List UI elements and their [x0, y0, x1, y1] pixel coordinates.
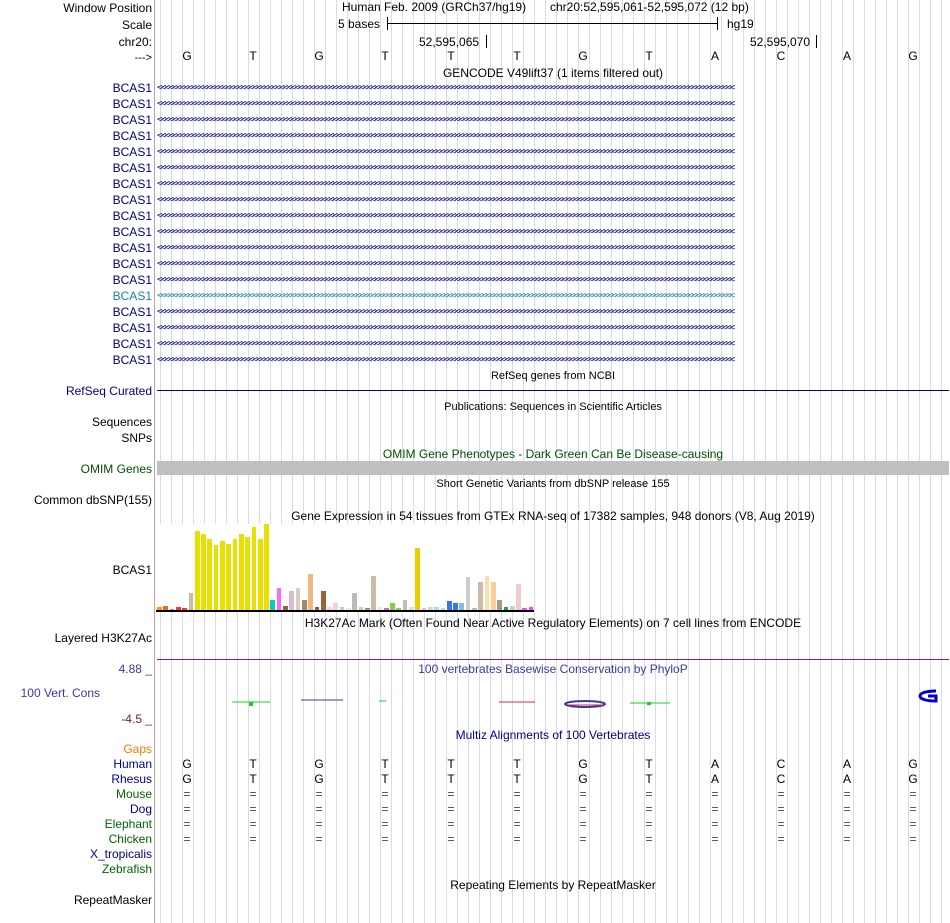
gencode-gene-model[interactable]: <<<<<<<<<<<<<<<<<<<<<<<<<<<<<<<<<<<<<<<<<<<<<<<<<<<<<<<<<<<<<<<<<<<<<<<<<<<<<<<<<<<<<<<<<<<<<<<<<<<<<<<<<<<<<<<<<<<<<<<<<<<<<<<<<<<<<<<<<<<<<<<<<<<<<<<: [157, 259, 734, 269]
alignment-base: =: [777, 802, 785, 816]
gencode-gene-model[interactable]: <<<<<<<<<<<<<<<<<<<<<<<<<<<<<<<<<<<<<<<<<<<<<<<<<<<<<<<<<<<<<<<<<<<<<<<<<<<<<<<<<<<<<<<<<<<<<<<<<<<<<<<<<<<<<<<<<<<<<<<<<<<<<<<<<<<<<<<<<<<<<<<<<<<<<<<: [157, 275, 734, 285]
gtex-tissue-bar[interactable]: [226, 544, 231, 610]
base: T: [381, 49, 389, 63]
gencode-gene-label[interactable]: BCAS1: [112, 337, 152, 351]
alignment-base: =: [909, 787, 917, 801]
gencode-gene-model[interactable]: <<<<<<<<<<<<<<<<<<<<<<<<<<<<<<<<<<<<<<<<<<<<<<<<<<<<<<<<<<<<<<<<<<<<<<<<<<<<<<<<<<<<<<<<<<<<<<<<<<<<<<<<<<<<<<<<<<<<<<<<<<<<<<<<<<<<<<<<<<<<<<<<<<<<<<<: [157, 83, 734, 93]
gencode-gene-model[interactable]: <<<<<<<<<<<<<<<<<<<<<<<<<<<<<<<<<<<<<<<<<<<<<<<<<<<<<<<<<<<<<<<<<<<<<<<<<<<<<<<<<<<<<<<<<<<<<<<<<<<<<<<<<<<<<<<<<<<<<<<<<<<<<<<<<<<<<<<<<<<<<<<<<<<<<<<: [157, 131, 734, 141]
h3k27ac-signal-line: [157, 659, 949, 660]
base: G: [182, 49, 192, 63]
base: A: [710, 49, 719, 63]
alignment-base: =: [579, 787, 587, 801]
alignment-base: =: [315, 802, 323, 816]
gencode-gene-label[interactable]: BCAS1: [112, 129, 152, 143]
gtex-tissue-bar[interactable]: [485, 576, 490, 610]
alignment-base: =: [315, 787, 323, 801]
gtex-tissue-bar[interactable]: [264, 524, 269, 610]
alignment-base: =: [183, 832, 191, 846]
base: T: [249, 49, 257, 63]
gencode-gene-label[interactable]: BCAS1: [112, 177, 152, 191]
base: C: [776, 49, 786, 63]
label-divider: [154, 0, 155, 923]
alignment-base: =: [843, 802, 851, 816]
gencode-gene-label[interactable]: BCAS1: [112, 225, 152, 239]
gtex-tissue-bar[interactable]: [201, 534, 206, 610]
gtex-tissue-bar[interactable]: [296, 588, 301, 610]
gtex-tissue-bar[interactable]: [239, 534, 244, 610]
gencode-gene-model[interactable]: <<<<<<<<<<<<<<<<<<<<<<<<<<<<<<<<<<<<<<<<<<<<<<<<<<<<<<<<<<<<<<<<<<<<<<<<<<<<<<<<<<<<<<<<<<<<<<<<<<<<<<<<<<<<<<<<<<<<<<<<<<<<<<<<<<<<<<<<<<<<<<<<<<<<<<<: [157, 291, 734, 301]
alignment-base: A: [842, 757, 851, 771]
species-label[interactable]: Dog: [129, 802, 152, 816]
base: T: [513, 49, 521, 63]
gtex-tissue-bar[interactable]: [333, 603, 338, 610]
coord-tick-1: [486, 35, 487, 48]
conservation-max: 4.88 _: [118, 662, 152, 676]
gtex-tissue-bar[interactable]: [252, 527, 257, 610]
alignment-base: G: [182, 757, 192, 771]
gencode-gene-label[interactable]: BCAS1: [112, 209, 152, 223]
alignment-base: A: [842, 772, 851, 786]
alignment-base: =: [777, 787, 785, 801]
base: A: [842, 49, 851, 63]
conservation-min: -4.5 _: [121, 712, 152, 726]
alignment-base: =: [645, 802, 653, 816]
alignment-base: =: [579, 802, 587, 816]
alignment-base: =: [183, 817, 191, 831]
alignment-base: =: [645, 832, 653, 846]
alignment-base: =: [579, 817, 587, 831]
gencode-gene-label[interactable]: BCAS1: [112, 321, 152, 335]
base: G: [908, 49, 918, 63]
species-label[interactable]: Zebrafish: [101, 862, 152, 876]
alignment-base: =: [711, 817, 719, 831]
gtex-baseline: [156, 610, 534, 612]
base: T: [645, 49, 653, 63]
scale-text: 5 bases: [338, 17, 381, 31]
gencode-gene-label[interactable]: BCAS1: [112, 113, 152, 127]
refseq-title[interactable]: RefSeq genes from NCBI: [490, 370, 616, 382]
alignment-base: G: [578, 772, 588, 786]
alignment-base: =: [777, 817, 785, 831]
alignment-base: =: [909, 802, 917, 816]
conservation-title[interactable]: 100 vertebrates Basewise Conservation by PhyloP: [418, 662, 688, 676]
gencode-gene-label[interactable]: BCAS1: [112, 257, 152, 271]
gencode-gene-label[interactable]: BCAS1: [112, 289, 152, 303]
alignment-base: =: [843, 832, 851, 846]
alignment-base: =: [249, 787, 257, 801]
base: T: [447, 49, 455, 63]
gtex-tissue-bar[interactable]: [497, 600, 502, 610]
gencode-gene-model[interactable]: <<<<<<<<<<<<<<<<<<<<<<<<<<<<<<<<<<<<<<<<<<<<<<<<<<<<<<<<<<<<<<<<<<<<<<<<<<<<<<<<<<<<<<<<<<<<<<<<<<<<<<<<<<<<<<<<<<<<<<<<<<<<<<<<<<<<<<<<<<<<<<<<<<<<<<<: [157, 307, 734, 317]
alignment-base: A: [710, 772, 719, 786]
publications-sequences-label[interactable]: Sequences: [91, 415, 152, 429]
omim-label[interactable]: OMIM Genes: [80, 462, 152, 476]
dbsnp-title[interactable]: Short Genetic Variants from dbSNP release 155: [436, 478, 670, 490]
gtex-tissue-bar[interactable]: [214, 545, 219, 610]
alignment-base: =: [381, 802, 389, 816]
alignment-base: =: [843, 787, 851, 801]
alignment-base: T: [513, 757, 521, 771]
scale-bar-right-tick: [717, 17, 718, 30]
gtex-title[interactable]: Gene Expression in 54 tissues from GTEx RNA-seq of 17382 samples, 948 donors (V8, Aug 2019): [291, 509, 815, 523]
alignment-base: T: [645, 772, 653, 786]
gtex-label[interactable]: BCAS1: [112, 563, 152, 577]
gencode-gene-model[interactable]: <<<<<<<<<<<<<<<<<<<<<<<<<<<<<<<<<<<<<<<<<<<<<<<<<<<<<<<<<<<<<<<<<<<<<<<<<<<<<<<<<<<<<<<<<<<<<<<<<<<<<<<<<<<<<<<<<<<<<<<<<<<<<<<<<<<<<<<<<<<<<<<<<<<<<<<: [157, 115, 734, 125]
alignment-base: =: [909, 832, 917, 846]
gtex-bar-chart[interactable]: [156, 524, 534, 610]
conservation-glyphs: [156, 684, 950, 714]
alignment-base: T: [447, 772, 455, 786]
alignment-base: =: [183, 802, 191, 816]
gtex-tissue-bar[interactable]: [415, 548, 420, 610]
repeatmasker-title[interactable]: Repeating Elements by RepeatMasker: [450, 878, 656, 892]
species-label[interactable]: Mouse: [115, 787, 152, 801]
gencode-gene-label[interactable]: BCAS1: [112, 81, 152, 95]
gtex-tissue-bar[interactable]: [491, 582, 496, 610]
h3k27ac-title[interactable]: H3K27Ac Mark (Often Found Near Active Regulatory Elements) on 7 cell lines from ENCODE: [304, 616, 802, 630]
alignment-base: =: [513, 832, 521, 846]
gencode-gene-label[interactable]: BCAS1: [112, 193, 152, 207]
gencode-gene-model[interactable]: <<<<<<<<<<<<<<<<<<<<<<<<<<<<<<<<<<<<<<<<<<<<<<<<<<<<<<<<<<<<<<<<<<<<<<<<<<<<<<<<<<<<<<<<<<<<<<<<<<<<<<<<<<<<<<<<<<<<<<<<<<<<<<<<<<<<<<<<<<<<<<<<<<<<<<<: [157, 243, 734, 253]
gtex-tissue-bar[interactable]: [352, 593, 357, 610]
alignment-base: =: [777, 832, 785, 846]
gtex-tissue-bar[interactable]: [270, 600, 275, 610]
gaps-label[interactable]: Gaps: [123, 742, 152, 756]
alignment-base: G: [908, 772, 918, 786]
base: G: [314, 49, 324, 63]
gtex-tissue-bar[interactable]: [390, 603, 395, 610]
gencode-gene-model[interactable]: <<<<<<<<<<<<<<<<<<<<<<<<<<<<<<<<<<<<<<<<<<<<<<<<<<<<<<<<<<<<<<<<<<<<<<<<<<<<<<<<<<<<<<<<<<<<<<<<<<<<<<<<<<<<<<<<<<<<<<<<<<<<<<<<<<<<<<<<<<<<<<<<<<<<<<<: [157, 99, 734, 109]
gencode-gene-model[interactable]: <<<<<<<<<<<<<<<<<<<<<<<<<<<<<<<<<<<<<<<<<<<<<<<<<<<<<<<<<<<<<<<<<<<<<<<<<<<<<<<<<<<<<<<<<<<<<<<<<<<<<<<<<<<<<<<<<<<<<<<<<<<<<<<<<<<<<<<<<<<<<<<<<<<<<<<: [157, 195, 734, 205]
gtex-tissue-bar[interactable]: [195, 531, 200, 610]
gencode-gene-model[interactable]: <<<<<<<<<<<<<<<<<<<<<<<<<<<<<<<<<<<<<<<<<<<<<<<<<<<<<<<<<<<<<<<<<<<<<<<<<<<<<<<<<<<<<<<<<<<<<<<<<<<<<<<<<<<<<<<<<<<<<<<<<<<<<<<<<<<<<<<<<<<<<<<<<<<<<<<: [157, 147, 734, 157]
gtex-tissue-bar[interactable]: [308, 574, 313, 610]
alignment-base: =: [315, 817, 323, 831]
alignment-base: A: [710, 757, 719, 771]
species-label[interactable]: Rhesus: [111, 772, 152, 786]
gtex-tissue-bar[interactable]: [453, 603, 458, 610]
gtex-tissue-bar[interactable]: [478, 582, 483, 610]
gtex-tissue-bar[interactable]: [233, 539, 238, 610]
alignment-base: =: [315, 832, 323, 846]
gencode-gene-model[interactable]: <<<<<<<<<<<<<<<<<<<<<<<<<<<<<<<<<<<<<<<<<<<<<<<<<<<<<<<<<<<<<<<<<<<<<<<<<<<<<<<<<<<<<<<<<<<<<<<<<<<<<<<<<<<<<<<<<<<<<<<<<<<<<<<<<<<<<<<<<<<<<<<<<<<<<<<: [157, 355, 734, 365]
window-position: chr20:52,595,061-52,595,072 (12 bp): [550, 0, 749, 14]
conservation-label[interactable]: 100 Vert. Cons: [20, 686, 100, 700]
alignment-base: =: [381, 817, 389, 831]
alignment-base: =: [711, 832, 719, 846]
alignment-base: T: [381, 757, 389, 771]
alignment-base: =: [843, 817, 851, 831]
alignment-base: =: [711, 802, 719, 816]
alignment-base: =: [645, 787, 653, 801]
gtex-tissue-bar[interactable]: [516, 584, 521, 610]
alignment-base: =: [249, 832, 257, 846]
alignment-base: =: [447, 832, 455, 846]
coord-label-1: 52,595,065: [419, 35, 480, 49]
alignment-base: =: [579, 832, 587, 846]
gtex-tissue-bar[interactable]: [321, 591, 326, 610]
gtex-tissue-bar[interactable]: [207, 539, 212, 610]
scale-label: Scale: [121, 18, 152, 32]
strand-label: --->: [134, 52, 152, 64]
alignment-base: =: [513, 787, 521, 801]
gencode-gene-model[interactable]: <<<<<<<<<<<<<<<<<<<<<<<<<<<<<<<<<<<<<<<<<<<<<<<<<<<<<<<<<<<<<<<<<<<<<<<<<<<<<<<<<<<<<<<<<<<<<<<<<<<<<<<<<<<<<<<<<<<<<<<<<<<<<<<<<<<<<<<<<<<<<<<<<<<<<<<: [157, 179, 734, 189]
omim-feature[interactable]: [157, 461, 949, 475]
species-label[interactable]: X_tropicalis: [89, 847, 152, 861]
gtex-tissue-bar[interactable]: [466, 577, 471, 610]
alignment-base: =: [447, 787, 455, 801]
gtex-tissue-bar[interactable]: [245, 537, 250, 610]
gencode-gene-model[interactable]: <<<<<<<<<<<<<<<<<<<<<<<<<<<<<<<<<<<<<<<<<<<<<<<<<<<<<<<<<<<<<<<<<<<<<<<<<<<<<<<<<<<<<<<<<<<<<<<<<<<<<<<<<<<<<<<<<<<<<<<<<<<<<<<<<<<<<<<<<<<<<<<<<<<<<<<: [157, 339, 734, 349]
gtex-tissue-bar[interactable]: [403, 600, 408, 610]
gtex-tissue-bar[interactable]: [220, 541, 225, 610]
omim-title[interactable]: OMIM Gene Phenotypes - Dark Green Can Be Disease-causing: [382, 447, 724, 461]
alignment-base: T: [381, 772, 389, 786]
alignment-base: T: [249, 772, 257, 786]
alignment-base: =: [513, 802, 521, 816]
gtex-tissue-bar[interactable]: [289, 591, 294, 610]
refseq-label[interactable]: RefSeq Curated: [65, 384, 152, 398]
chrom-label: chr20:: [118, 35, 152, 49]
alignment-base: =: [249, 817, 257, 831]
publications-snps-label[interactable]: SNPs: [121, 431, 152, 445]
gencode-gene-label[interactable]: BCAS1: [112, 145, 152, 159]
h3k27ac-label[interactable]: Layered H3K27Ac: [54, 631, 152, 645]
scale-bar: [387, 23, 718, 24]
alignment-base: =: [711, 787, 719, 801]
alignment-base: =: [183, 787, 191, 801]
gencode-gene-label[interactable]: BCAS1: [112, 273, 152, 287]
gencode-gene-model[interactable]: <<<<<<<<<<<<<<<<<<<<<<<<<<<<<<<<<<<<<<<<<<<<<<<<<<<<<<<<<<<<<<<<<<<<<<<<<<<<<<<<<<<<<<<<<<<<<<<<<<<<<<<<<<<<<<<<<<<<<<<<<<<<<<<<<<<<<<<<<<<<<<<<<<<<<<<: [157, 323, 734, 333]
gtex-tissue-bar[interactable]: [459, 603, 464, 610]
multiz-title[interactable]: Multiz Alignments of 100 Vertebrates: [455, 728, 651, 742]
alignment-base: =: [447, 802, 455, 816]
gencode-gene-label[interactable]: BCAS1: [112, 353, 152, 367]
gtex-tissue-bar[interactable]: [371, 576, 376, 610]
alignment-base: =: [909, 817, 917, 831]
coord-tick-2: [816, 35, 817, 48]
gencode-gene-model[interactable]: <<<<<<<<<<<<<<<<<<<<<<<<<<<<<<<<<<<<<<<<<<<<<<<<<<<<<<<<<<<<<<<<<<<<<<<<<<<<<<<<<<<<<<<<<<<<<<<<<<<<<<<<<<<<<<<<<<<<<<<<<<<<<<<<<<<<<<<<<<<<<<<<<<<<<<<: [157, 227, 734, 237]
gencode-gene-model[interactable]: <<<<<<<<<<<<<<<<<<<<<<<<<<<<<<<<<<<<<<<<<<<<<<<<<<<<<<<<<<<<<<<<<<<<<<<<<<<<<<<<<<<<<<<<<<<<<<<<<<<<<<<<<<<<<<<<<<<<<<<<<<<<<<<<<<<<<<<<<<<<<<<<<<<<<<<: [157, 211, 734, 221]
gtex-tissue-bar[interactable]: [258, 539, 263, 610]
gencode-gene-label[interactable]: BCAS1: [112, 241, 152, 255]
gencode-gene-label[interactable]: BCAS1: [112, 161, 152, 175]
alignment-base: C: [776, 757, 786, 771]
alignment-base: G: [578, 757, 588, 771]
assembly-name: Human Feb. 2009 (GRCh37/hg19): [342, 0, 527, 14]
species-label[interactable]: Elephant: [104, 817, 152, 831]
alignment-base: C: [776, 772, 786, 786]
species-label[interactable]: Human: [113, 757, 152, 771]
alignment-base: =: [513, 817, 521, 831]
alignment-base: =: [381, 787, 389, 801]
alignment-base: =: [447, 817, 455, 831]
alignment-base: T: [447, 757, 455, 771]
alignment-base: =: [645, 817, 653, 831]
repeatmasker-label[interactable]: RepeatMasker: [73, 893, 152, 907]
refseq-gene-line[interactable]: [157, 390, 949, 391]
gtex-tissue-bar[interactable]: [277, 588, 282, 610]
gtex-tissue-bar[interactable]: [189, 593, 194, 610]
window-position-label: Window Position: [63, 1, 152, 15]
alignment-base: T: [645, 757, 653, 771]
alignment-base: T: [249, 757, 257, 771]
dbsnp-label[interactable]: Common dbSNP(155): [33, 493, 152, 507]
coord-label-2: 52,595,070: [750, 35, 811, 49]
gencode-gene-label[interactable]: BCAS1: [112, 97, 152, 111]
gtex-tissue-bar[interactable]: [302, 600, 307, 610]
alignment-base: =: [249, 802, 257, 816]
alignment-base: T: [513, 772, 521, 786]
gencode-gene-model[interactable]: <<<<<<<<<<<<<<<<<<<<<<<<<<<<<<<<<<<<<<<<<<<<<<<<<<<<<<<<<<<<<<<<<<<<<<<<<<<<<<<<<<<<<<<<<<<<<<<<<<<<<<<<<<<<<<<<<<<<<<<<<<<<<<<<<<<<<<<<<<<<<<<<<<<<<<<: [157, 163, 734, 173]
gtex-tissue-bar[interactable]: [447, 601, 452, 610]
gencode-title[interactable]: GENCODE V49lift37 (1 items filtered out): [442, 66, 664, 80]
alignment-base: G: [908, 757, 918, 771]
alignment-base: G: [182, 772, 192, 786]
base: G: [578, 49, 588, 63]
db-name: hg19: [727, 17, 754, 31]
alignment-base: G: [314, 757, 324, 771]
publications-title[interactable]: Publications: Sequences in Scientific Articles: [444, 401, 662, 413]
alignment-base: =: [381, 832, 389, 846]
alignment-base: G: [314, 772, 324, 786]
gencode-gene-label[interactable]: BCAS1: [112, 305, 152, 319]
species-label[interactable]: Chicken: [108, 832, 152, 846]
